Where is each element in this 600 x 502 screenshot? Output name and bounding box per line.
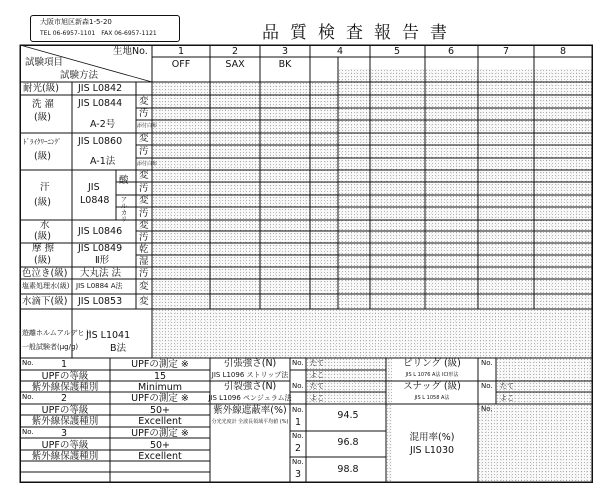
- dry-name-1: ﾄﾞﾗｲｸﾘｰﾆﾝｸﾞ: [23, 138, 62, 146]
- sweat-method-1: JIS: [88, 182, 100, 193]
- uv-cut-row-3-no: 3: [295, 469, 302, 480]
- col-5-no: 5: [393, 46, 401, 57]
- pilling-no: No.: [481, 359, 493, 367]
- snag-weft: よこ: [500, 394, 514, 402]
- wash-method-1: JIS L0844: [78, 98, 123, 109]
- drop-sub: 変: [139, 296, 149, 307]
- sweat-name-2: (級): [34, 197, 51, 208]
- fabric-no-label: 生地No.: [113, 46, 148, 57]
- sweat-alkali: アルカリ: [119, 196, 128, 222]
- sweat-acid: 酸: [119, 175, 129, 186]
- wash-stain: 汚: [139, 108, 149, 119]
- upf-3-no: 3: [60, 428, 68, 439]
- upf-1-no-label: No.: [22, 359, 34, 367]
- upf-1-uv-value: Minimum: [137, 382, 183, 393]
- cry-sub: 汚: [139, 268, 149, 279]
- light-method: JIS L0842: [78, 83, 123, 94]
- col-7-no: 7: [502, 46, 510, 57]
- blend-no: No.: [481, 405, 493, 413]
- uv-cut-note: 分光光度計 全波長領域平均値 (%): [211, 419, 289, 425]
- snag-warp: たて: [500, 382, 514, 390]
- tear-method: JIS L1096 ペンジュラム法: [208, 394, 292, 402]
- formal-method-1: JIS L1041: [86, 330, 131, 341]
- upf-3-no-label: No.: [22, 428, 34, 436]
- dry-note: 添付白布: [137, 161, 158, 167]
- rub-name-1: 摩 擦: [32, 243, 55, 254]
- uv-cut-no-label-2: No.: [292, 432, 304, 440]
- rub-method-1: JIS L0849: [78, 243, 123, 254]
- rub-method-2: Ⅱ形: [95, 255, 110, 266]
- upf-2-grade-value: 50+: [149, 405, 171, 416]
- upf-1-grade-value: 15: [153, 371, 167, 382]
- dry-fade: 変: [139, 133, 149, 144]
- snag-method: JIS L 1058 A法: [414, 395, 450, 401]
- chlor-method: JIS L0884 A法: [76, 282, 123, 290]
- report-title: 品質検査報告書: [262, 23, 458, 43]
- wash-fade: 変: [139, 96, 149, 107]
- water-stain: 汚: [139, 232, 149, 243]
- uv-cut-row-3-value: 98.8: [337, 464, 359, 475]
- sweat-stain: 汚: [139, 183, 149, 194]
- snag-no: No.: [481, 382, 493, 390]
- pilling-title: ピリング (級): [403, 358, 461, 369]
- cry-name: 色泣き(級): [22, 268, 68, 279]
- sweat-fade: 変: [139, 170, 149, 181]
- dry-method-1: JIS L0860: [78, 136, 123, 147]
- wash-name-2: (級): [34, 112, 51, 123]
- uv-cut-row-1-no: 1: [295, 417, 302, 428]
- pilling-method: JIS L 1076 A法 ICI形法: [405, 372, 459, 378]
- upf-2-grade-label: UPFの等級: [41, 405, 89, 416]
- upf-2-uv-value: Excellent: [138, 416, 182, 427]
- company-contact: TEL 06-6957-1101 FAX 06-6957-1121: [40, 30, 157, 37]
- chlor-sub: 変: [139, 281, 149, 292]
- dry-name-2: (級): [34, 151, 51, 162]
- tear-weft: よこ: [310, 394, 324, 402]
- uv-cut-no-label-1: No.: [292, 406, 304, 414]
- cry-method: 大丸法 法: [80, 268, 122, 279]
- dry-method-2: A-1法: [90, 156, 116, 167]
- test-method-label: 試験方法: [60, 70, 99, 81]
- sweat-alk-stain: 汚: [139, 208, 149, 219]
- upf-3-measure: UPFの測定 ※: [131, 428, 189, 439]
- upf-2-no-label: No.: [22, 393, 34, 401]
- tensile-warp: たて: [310, 359, 324, 367]
- upf-2-no: 2: [60, 393, 68, 404]
- tensile-method: JIS L1096 ストリップ法: [211, 371, 289, 379]
- upf-2-uv-label: 紫外線保護種別: [31, 416, 99, 427]
- rub-name-2: (級): [34, 255, 51, 266]
- tear-title: 引裂強さ(N): [223, 381, 277, 392]
- formal-name-2: 一般試験者(μg/g): [22, 343, 79, 351]
- uv-cut-row-2-no: 2: [295, 443, 302, 454]
- col-1-no: 1: [177, 46, 185, 57]
- tensile-title: 引張強さ(N): [223, 358, 277, 369]
- upf-3-grade-value: 50+: [149, 440, 171, 451]
- wash-note: 添付白布: [137, 123, 158, 129]
- uv-cut-row-1-value: 94.5: [337, 410, 359, 421]
- upf-2-measure: UPFの測定 ※: [131, 393, 189, 404]
- col-3-no: 3: [281, 46, 289, 57]
- rub-dry: 乾: [139, 244, 149, 255]
- drop-name: 水滴下(級): [22, 296, 68, 307]
- uv-cut-title: 紫外線遮蔽率(%): [213, 405, 287, 416]
- col-8-no: 8: [559, 46, 567, 57]
- test-item-label: 試験項目: [25, 57, 64, 68]
- water-fade: 変: [139, 220, 149, 231]
- sweat-name-1: 汗: [40, 182, 50, 193]
- col-4-no: 4: [336, 46, 344, 57]
- drop-method: JIS L0853: [78, 296, 123, 307]
- upf-3-uv-label: 紫外線保護種別: [31, 451, 99, 462]
- tensile-no-1: No.: [292, 359, 304, 367]
- dry-stain: 汚: [139, 146, 149, 157]
- wash-name-1: 洗 濯: [32, 99, 55, 110]
- upf-3-uv-value: Excellent: [138, 451, 182, 462]
- water-name-2: (級): [34, 231, 51, 242]
- formal-name-1: 遊離ホルムアルデヒド: [22, 329, 92, 337]
- blend-title: 混用率(%): [409, 432, 455, 443]
- tensile-no-2: No.: [292, 382, 304, 390]
- water-method: JIS L0846: [78, 226, 123, 237]
- water-name-1: 水: [40, 220, 50, 231]
- snag-title: スナッグ (級): [403, 381, 461, 392]
- col-2-no: 2: [231, 46, 239, 57]
- uv-cut-row-2-value: 96.8: [337, 437, 359, 448]
- upf-1-uv-label: 紫外線保護種別: [31, 382, 99, 393]
- chlor-name: 塩素処理水(級): [22, 282, 70, 290]
- col-6-no: 6: [447, 46, 455, 57]
- company-address: 大阪市旭区新森1-5-20: [40, 18, 112, 26]
- col-1-color: OFF: [171, 59, 191, 70]
- sweat-method-2: L0848: [80, 195, 110, 206]
- upf-3-grade-label: UPFの等級: [41, 440, 89, 451]
- uv-cut-no-label-3: No.: [292, 458, 304, 466]
- upf-1-no: 1: [60, 359, 68, 370]
- tear-warp: たて: [310, 382, 324, 390]
- col-2-color: SAX: [225, 59, 245, 70]
- upf-1-measure: UPFの測定 ※: [131, 359, 189, 370]
- light-name: 耐光(級): [23, 83, 59, 94]
- sweat-alk-fade: 変: [139, 195, 149, 206]
- wash-method-2: A-2号: [90, 119, 116, 130]
- formal-method-2: B法: [110, 343, 127, 354]
- tensile-weft: よこ: [310, 371, 324, 379]
- blend-method: JIS L1030: [409, 445, 455, 456]
- rub-wet: 湿: [139, 256, 149, 267]
- col-3-color: BK: [278, 59, 292, 70]
- upf-1-grade-label: UPFの等級: [41, 371, 89, 382]
